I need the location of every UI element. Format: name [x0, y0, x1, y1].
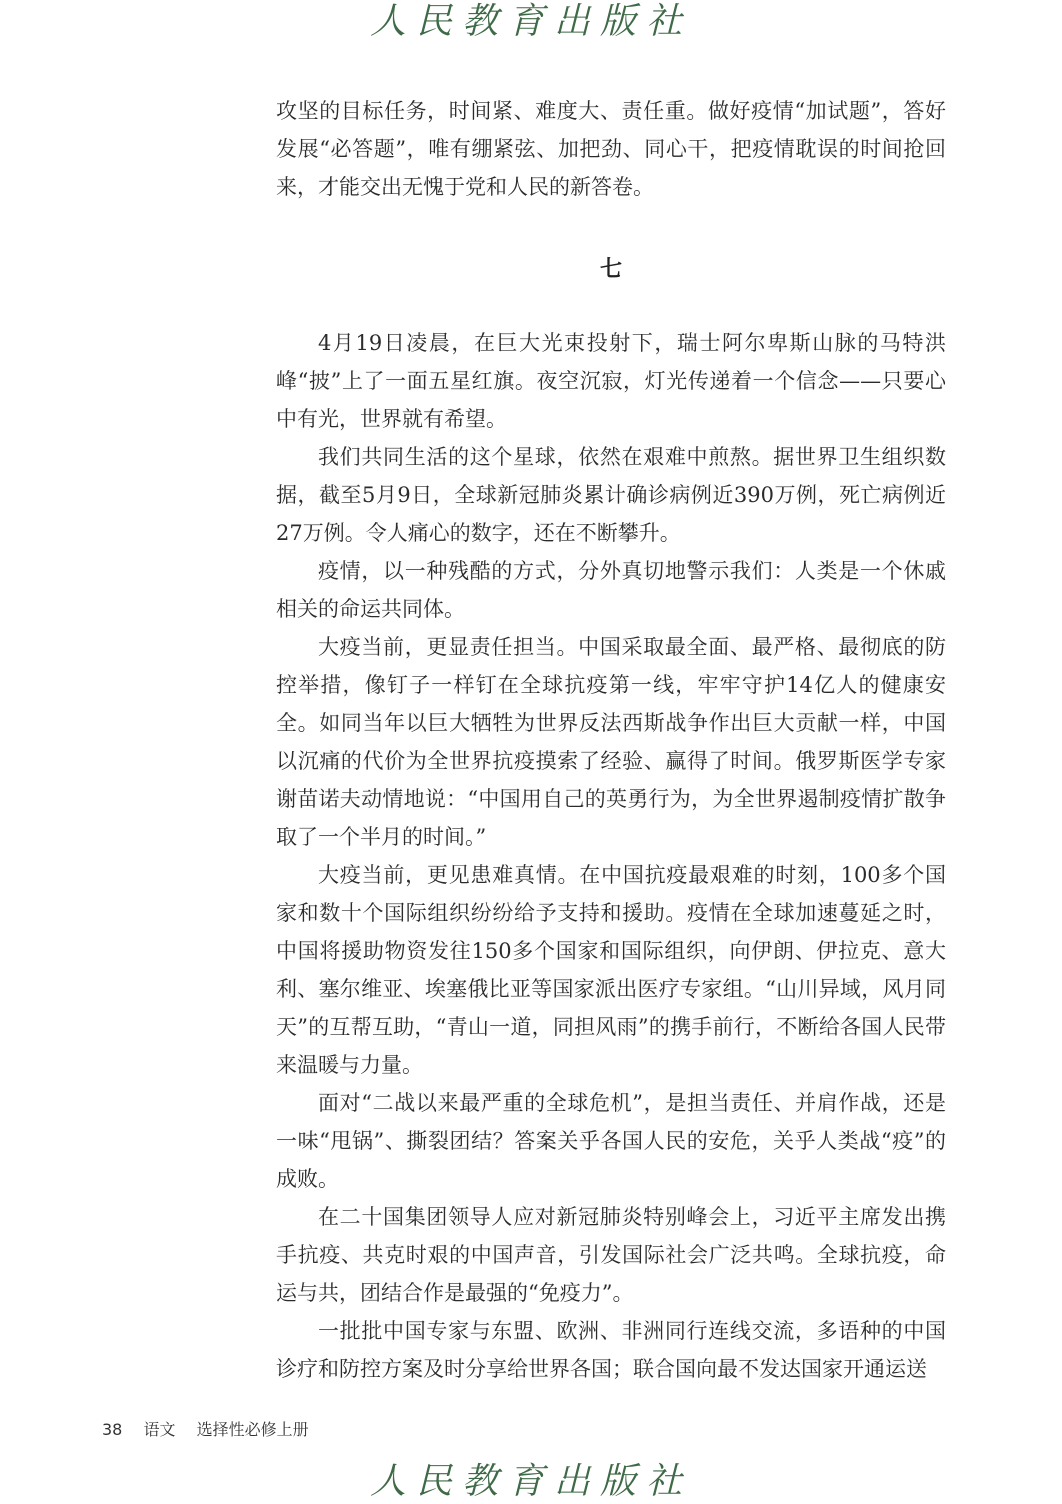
paragraph: 在二十国集团领导人应对新冠肺炎特别峰会上，习近平主席发出携手抗疫、共克时艰的中国声音，引发国际社会广泛共鸣。全球抗疫，命运与共，团结合作是最强的“免疫力”。 [276, 1205, 946, 1305]
paragraph: 4月19日凌晨，在巨大光束投射下，瑞士阿尔卑斯山脉的马特洪峰“披”上了一面五星红旗。夜空沉寂，灯光传递着一个信念——只要心中有光，世界就有希望。 [276, 331, 946, 431]
publisher-watermark-top: 人民教育出版社 [369, 1, 692, 42]
page-number: 38 [102, 1420, 123, 1439]
section-title: 七 [599, 256, 622, 282]
book-volume: 选择性必修上册 [196, 1420, 309, 1439]
page-body [276, 92, 946, 1388]
paragraph: 一批批中国专家与东盟、欧洲、非洲同行连线交流，多语种的中国诊疗和防控方案及时分享给世界各国；联合国向最不发达国家开通运送 [276, 1319, 946, 1381]
book-subject: 语文 [143, 1420, 176, 1439]
lead-paragraph: 攻坚的目标任务，时间紧、难度大、责任重。做好疫情“加试题”，答好发展“必答题”，唯有绷紧弦、加把劲、同心干，把疫情耽误的时间抢回来，才能交出无愧于党和人民的新答卷。 [276, 99, 946, 199]
paragraph: 大疫当前，更见患难真情。在中国抗疫最艰难的时刻，100多个国家和数十个国际组织纷纷给予支持和援助。疫情在全球加速蔓延之时，中国将援助物资发往150多个国家和国际组织，向伊朗、伊拉克、意大利、塞尔维亚、埃塞俄比亚等国家派出医疗专家组。“山川异域，风月同天”的互帮互助，“青山一道，同担风雨”的携手前行，不断给各国人民带来温暖与力量。 [276, 863, 946, 1077]
paragraph: 面对“二战以来最严重的全球危机”，是担当责任、并肩作战，还是一味“甩锅”、撕裂团结？答案关乎各国人民的安危，关乎人类战“疫”的成败。 [276, 1091, 946, 1191]
paragraph: 大疫当前，更显责任担当。中国采取最全面、最严格、最彻底的防控举措，像钉子一样钉在全球抗疫第一线，牢牢守护14亿人的健康安全。如同当年以巨大牺牲为世界反法西斯战争作出巨大贡献一样，中国以沉痛的代价为全世界抗疫摸索了经验、赢得了时间。俄罗斯医学专家谢苗诺夫动情地说：“中国用自己的英勇行为，为全世界遏制疫情扩散争取了一个半月的时间。” [276, 635, 946, 849]
paragraph: 疫情，以一种残酷的方式，分外真切地警示我们：人类是一个休戚相关的命运共同体。 [276, 559, 946, 621]
publisher-watermark-bottom: 人民教育出版社 [369, 1461, 692, 1502]
page-footer [102, 1418, 309, 1442]
paragraph: 我们共同生活的这个星球，依然在艰难中煎熬。据世界卫生组织数据，截至5月9日，全球新冠肺炎累计确诊病例近390万例，死亡病例近27万例。令人痛心的数字，还在不断攀升。 [276, 445, 946, 545]
